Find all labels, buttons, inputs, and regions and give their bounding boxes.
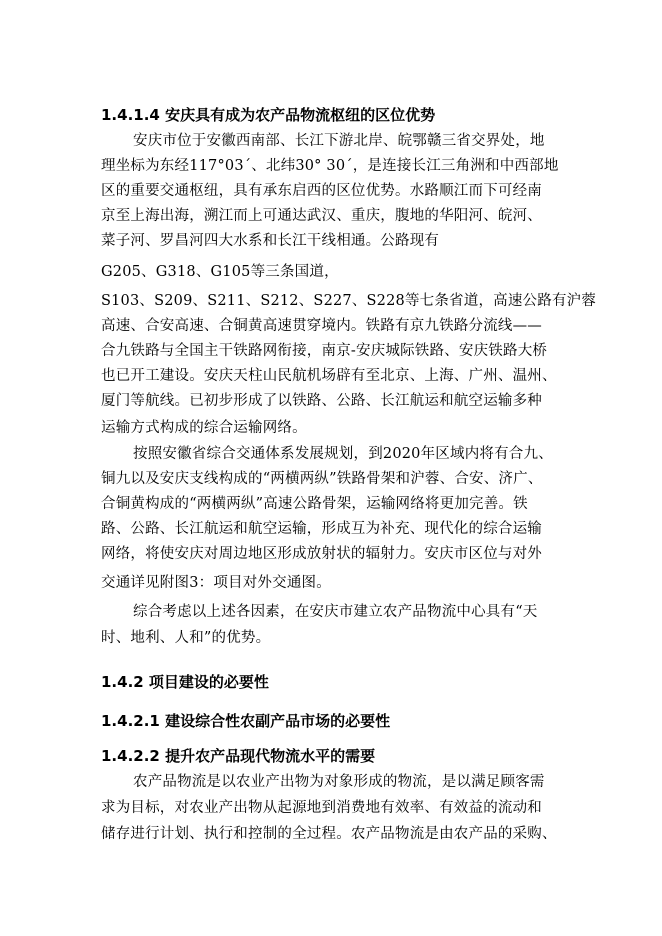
paragraph-line: 铜九以及安庆支线构成的“两横两纵”铁路骨架和沪蓉、合安、济广、 bbox=[101, 471, 543, 487]
paragraph-line: S103、S209、S211、S212、S227、S228等七条省道，高速公路有沪蓉 bbox=[101, 293, 597, 309]
paragraph-line: 时、地利、人和”的优势。 bbox=[101, 630, 271, 646]
paragraph-line: 求为目标，对农业产出物从起源地到消费地有效率、有效益的流动和 bbox=[101, 800, 542, 816]
paragraph-line: 路、公路、长江航运和航空运输，形成互为补充、现代化的综合运输 bbox=[101, 521, 542, 537]
paragraph-line: 农产品物流是以农业产出物为对象形成的物流，是以满足顾客需 bbox=[133, 774, 545, 790]
section-heading-1-4-2-1: 1.4.2.1 建设综合性农副产品市场的必要性 bbox=[101, 712, 391, 730]
section-heading-1-4-2-2: 1.4.2.2 提升农产品现代物流水平的需要 bbox=[101, 747, 376, 765]
paragraph-line: 安庆市位于安徽西南部、长江下游北岸、皖鄂赣三省交界处，地 bbox=[133, 133, 545, 149]
paragraph-line: 网络，将使安庆对周边地区形成放射状的辐射力。安庆市区位与对外 bbox=[101, 546, 542, 562]
paragraph-line: 厦门等航线。已初步形成了以铁路、公路、长江航运和航空运输多种 bbox=[101, 393, 542, 409]
paragraph-line: 也已开工建设。安庆天柱山民航机场辟有至北京、上海、广州、温州、 bbox=[101, 368, 557, 384]
paragraph-line: 京至上海出海，溯江而上可通达武汉、重庆，腹地的华阳河、皖河、 bbox=[101, 208, 542, 224]
paragraph-line: 菜子河、罗昌河四大水系和长江干线相通。公路现有 bbox=[101, 233, 440, 249]
paragraph-line: 高速、合安高速、合铜黄高速贯穿境内。铁路有京九铁路分流线—— bbox=[101, 318, 542, 334]
paragraph-line: 按照安徽省综合交通体系发展规划，到2020年区域内将有合九、 bbox=[133, 446, 553, 462]
paragraph-line: 合九铁路与全国主干铁路网衔接，南京-安庆城际铁路、安庆铁路大桥 bbox=[101, 343, 548, 359]
paragraph-line: 合铜黄构成的“两横两纵”高速公路骨架，运输网络将更加完善。铁 bbox=[101, 496, 528, 512]
section-heading-1-4-2: 1.4.2 项目建设的必要性 bbox=[101, 673, 269, 691]
section-heading-1-4-1-4: 1.4.1.4 安庆具有成为农产品物流枢纽的区位优势 bbox=[101, 106, 436, 124]
paragraph-line: 交通详见附图3：项目对外交通图。 bbox=[101, 575, 331, 591]
paragraph-line: G205、G318、G105等三条国道， bbox=[101, 264, 339, 280]
paragraph-line: 理坐标为东经117°03´、北纬30° 30´，是连接长江三角洲和中西部地 bbox=[101, 158, 559, 174]
paragraph-line: 综合考虑以上述各因素，在安庆市建立农产品物流中心具有“天 bbox=[133, 604, 538, 620]
paragraph-line: 运输方式构成的综合运输网络。 bbox=[101, 420, 307, 436]
paragraph-line: 储存进行计划、执行和控制的全过程。农产品物流是由农产品的采购、 bbox=[101, 826, 557, 842]
paragraph-line: 区的重要交通枢纽，具有承东启西的区位优势。水路顺江而下可经南 bbox=[101, 183, 542, 199]
